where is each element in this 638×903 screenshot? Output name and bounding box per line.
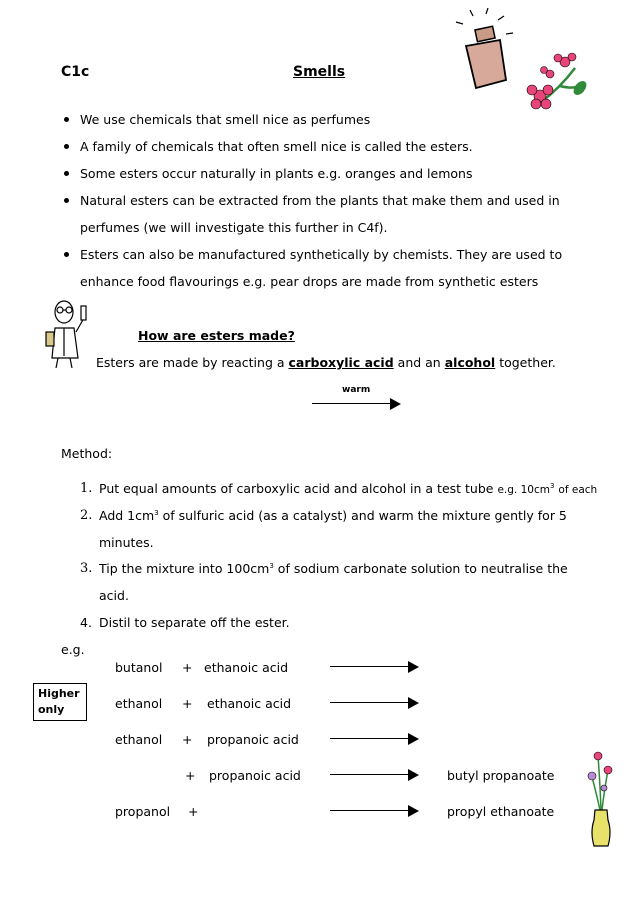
bullet-text: Some esters occur naturally in plants e.g. oranges and lemons <box>80 166 473 181</box>
plus-sign: + <box>182 732 193 747</box>
alcohol-name: propanol <box>115 804 171 819</box>
plus-sign: + <box>182 660 193 675</box>
reaction-arrow <box>312 398 400 410</box>
superscript: 3 <box>269 561 274 570</box>
reaction-arrow <box>330 697 420 709</box>
step-text <box>99 508 567 523</box>
reaction-arrow <box>330 769 420 781</box>
step-number: 1. <box>80 481 93 496</box>
bullet-text: We use chemicals that smell nice as perfumes <box>80 112 371 127</box>
arrow-label: warm <box>342 385 371 395</box>
intro-part: Esters are made by reacting a <box>96 355 285 370</box>
intro-sentence <box>96 355 556 370</box>
alcohol-name: ethanol <box>115 732 163 747</box>
step-main: Tip the mixture into 100cm <box>99 561 270 576</box>
step-number: 4. <box>80 615 92 630</box>
intro-part: and an <box>397 355 441 370</box>
reaction-arrow <box>330 733 420 745</box>
reaction-arrow <box>330 805 420 817</box>
alcohol-term: alcohol <box>444 355 496 370</box>
superscript: 3 <box>549 481 555 490</box>
bullet-dot <box>64 117 69 122</box>
step-text <box>99 481 597 496</box>
bullet-dot <box>64 198 69 203</box>
bullet-dot <box>64 252 69 257</box>
perfume-bottle-icon <box>448 8 518 93</box>
step-main: Add 1cm <box>99 508 155 523</box>
bullet-dot <box>64 144 69 149</box>
step-text-cont: acid. <box>99 588 129 603</box>
superscript: 3 <box>154 508 159 517</box>
carboxylic-acid-term: carboxylic acid <box>288 355 394 370</box>
acid-name: propanoic acid <box>207 732 299 747</box>
step-number: 2. <box>80 508 93 523</box>
page-title: Smells <box>293 64 346 80</box>
acid-name: ethanoic acid <box>204 660 289 675</box>
section-heading: How are esters made? <box>138 328 295 343</box>
product-name: propyl ethanoate <box>447 804 555 819</box>
reaction-arrow <box>330 661 420 673</box>
intro-part: together. <box>499 355 556 370</box>
scientist-icon <box>40 298 92 370</box>
method-label: Method: <box>61 446 113 461</box>
step-text-cont: minutes. <box>99 535 154 550</box>
bullet-text: Natural esters can be extracted from the plants that make them and used in <box>80 193 560 208</box>
step-text <box>99 561 568 576</box>
plus-sign: + <box>182 696 193 711</box>
product-name: butyl propanoate <box>447 768 555 783</box>
bullet-text-cont: perfumes (we will investigate this further in C4f). <box>80 220 388 235</box>
step-main: of sodium carbonate solution to neutralise the <box>277 561 568 576</box>
page-code: C1c <box>61 64 90 80</box>
bullet-text: Esters can also be manufactured synthetically by chemists. They are used to <box>80 247 563 262</box>
step-text: Distil to separate off the ester. <box>99 615 290 630</box>
higher-only-badge: Higher only <box>33 683 87 721</box>
step-main: Put equal amounts of carboxylic acid and alcohol in a test tube <box>99 481 494 496</box>
vase-flowers-icon <box>578 742 618 852</box>
step-example: e.g. 10cm <box>497 484 550 496</box>
step-number: 3. <box>80 561 93 576</box>
flower-icon <box>520 48 592 118</box>
example-label: e.g. <box>61 642 85 657</box>
bullet-dot <box>64 171 69 176</box>
alcohol-name: ethanol <box>115 696 163 711</box>
acid-name: propanoic acid <box>209 768 301 783</box>
plus-sign: + <box>185 768 196 783</box>
bullet-text-cont: enhance food flavourings e.g. pear drops are made from synthetic esters <box>80 274 539 289</box>
plus-sign: + <box>188 804 199 819</box>
alcohol-name: butanol <box>115 660 163 675</box>
step-example: of each <box>558 484 598 496</box>
step-main: of sulfuric acid (as a catalyst) and warm the mixture gently for 5 <box>162 508 567 523</box>
acid-name: ethanoic acid <box>207 696 292 711</box>
bullet-text: A family of chemicals that often smell nice is called the esters. <box>80 139 473 154</box>
